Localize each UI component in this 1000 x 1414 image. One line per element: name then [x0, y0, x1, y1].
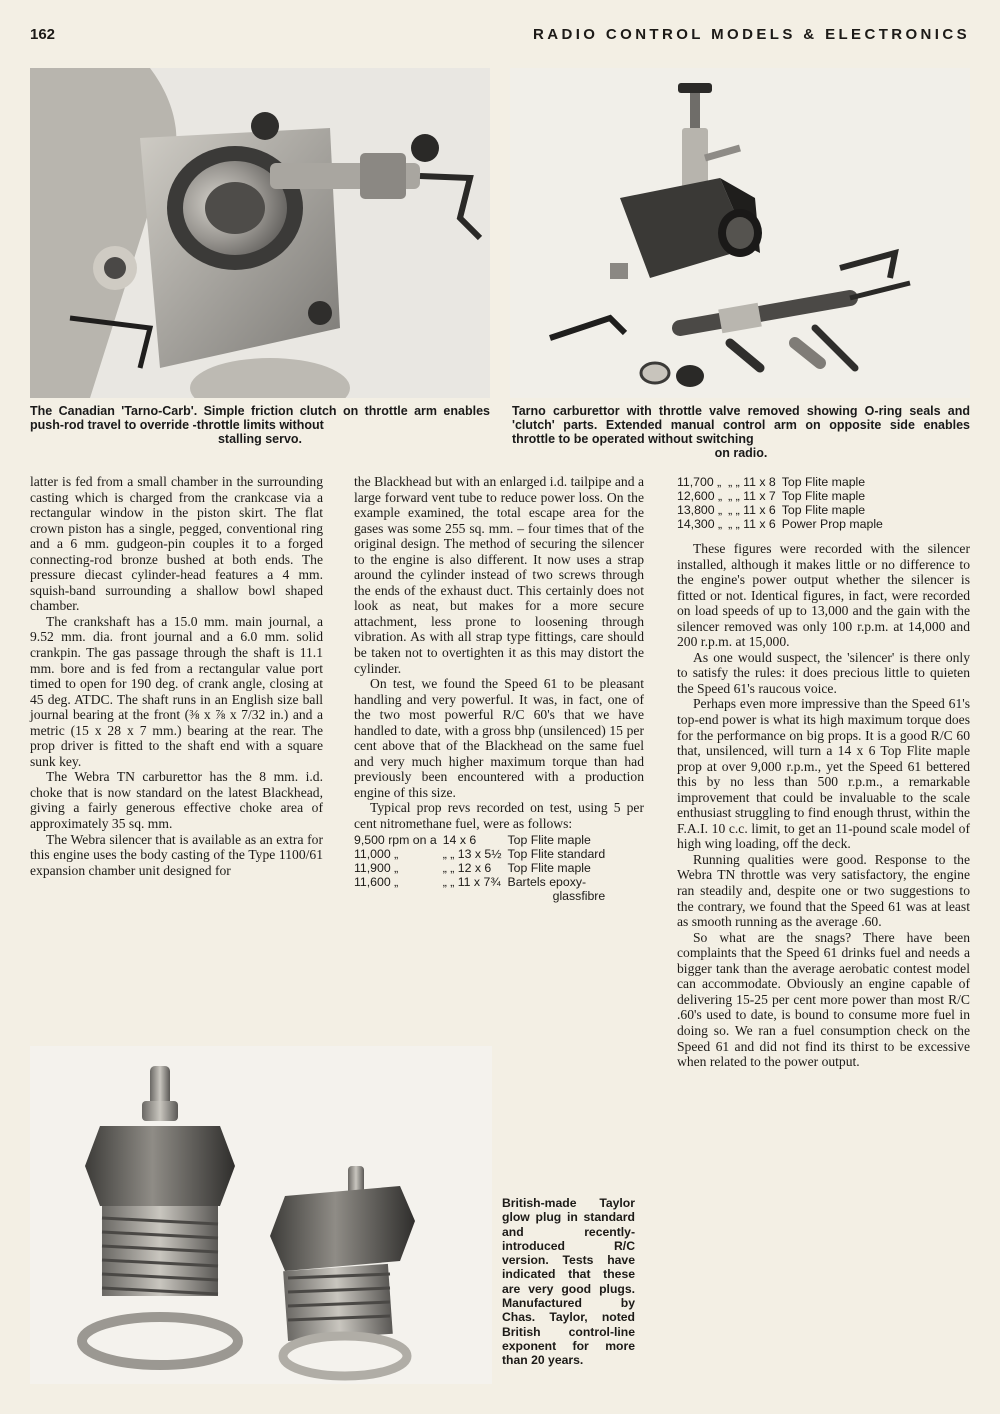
paragraph: The Webra TN carburettor has the 8 mm. i.d. choke that is now standard on the latest Blackhead, giving a fairly generous effective choke area of approximately 35 sq. mm. — [30, 769, 323, 832]
table-row — [354, 861, 605, 875]
fig1-caption-text: The Canadian 'Tarno-Carb'. Simple friction clutch on throttle arm enables push-rod travel to override -throttle limits without — [30, 404, 490, 432]
photo-taylor-glow-plugs — [30, 1046, 492, 1384]
prop-revs-table-continued — [677, 475, 883, 531]
table-cell-rpm: 11,000 „ — [354, 846, 399, 861]
fig2-caption — [512, 404, 970, 460]
table-cell-prop-name: glassfibre — [552, 888, 606, 903]
table-row — [354, 875, 605, 889]
paragraph: These figures were recorded with the silencer installed, although it makes little or no difference to the engine's power output whether the silencer is fitted or not. Identical figures, in fact, were recorded on load speeds of up to 13,000 and the gain with the silencer removed was only 100 r.p.m. at 14,000 and 200 r.p.m. at 15,000. — [677, 541, 970, 650]
table-cell-prop-size: „ „ 11 x 6 — [728, 503, 776, 517]
paragraph: Typical prop revs recorded on test, using 5 per cent nitromethane fuel, were as follows: — [354, 800, 644, 832]
running-title: RADIO CONTROL MODELS & ELECTRONICS — [533, 26, 970, 43]
table-row — [354, 833, 605, 847]
table-row — [677, 475, 883, 489]
fig1-caption — [30, 404, 490, 446]
prop-revs-table — [354, 833, 605, 903]
page-number: 162 — [30, 26, 56, 43]
table-cell-rpm — [354, 889, 443, 903]
fig2-caption-text: Tarno carburettor with throttle valve removed showing O-ring seals and 'clutch' parts. Extended manual control arm on opposite side enables throttle to be operated without switching — [512, 404, 970, 446]
paragraph: latter is fed from a small chamber in the surrounding casting which is charged from the crankcase via a rectangular window in the piston skirt. The flat crown piston has a single, pegged, conventional ring and a 6 mm. gudgeon-pin couples it to a forged connecting-rod bronze bushed at both ends. The pressure diecast cylinder-head features a 4 mm. squish-band surrounding a shallow bowl shaped chamber. — [30, 474, 323, 614]
table-cell-prop-name: Top Flite maple — [781, 489, 866, 503]
fig1-caption-last-line: stalling servo. — [217, 432, 303, 446]
table-cell-prop-name: Top Flite standard — [507, 846, 606, 861]
paragraph: As one would suspect, the 'silencer' is there only to satisfy the rules: it does precious little to quieten the Speed 61's raucous voice. — [677, 649, 970, 696]
paragraph: So what are the snags? There have been complaints that the Speed 61 drinks fuel and needs a bigger tank than the average aerobatic contest model can accommodate. Obviously an engine capable of delivering 15-25 per cent more power than most R/C .60's used to date, is bound to consume more fuel in doing so. We ran a fuel consumption check on the Speed 61 and did not find its thirst to be excessive when related to the power output. — [677, 929, 970, 1070]
table-cell-prop-size: „ „ 11 x 7 — [728, 489, 776, 503]
table-row — [677, 503, 883, 517]
table-row — [677, 517, 883, 531]
table-cell-prop-name: Top Flite maple — [507, 860, 591, 875]
table-cell-rpm: 9,500 rpm on a — [354, 832, 437, 847]
table-cell-rpm: 11,600 „ — [354, 874, 399, 889]
table-row — [354, 847, 605, 861]
paragraph: On test, we found the Speed 61 to be pleasant handling and very powerful. It was, in fact, one of the two most powerful R/C 60's that we have handled to date, with a gross bhp (unsilenced) 15 per cent above that of the Blackhead on the same fuel and very much higher maximum torque than had previously been encountered with a production engine of this size. — [354, 676, 644, 800]
table-cell-prop-size: „ „ 11 x 6 — [728, 517, 776, 531]
table-cell-prop-size: 14 x 6 — [442, 832, 477, 847]
table-row — [354, 889, 605, 903]
table-cell-prop-name: Bartels epoxy- — [507, 874, 587, 889]
table-cell-rpm: 13,800 „ — [677, 503, 723, 517]
column-3 — [677, 474, 970, 1070]
photo-tarno-carb-engine — [30, 68, 490, 398]
column-1 — [30, 474, 323, 878]
paragraph: The crankshaft has a 15.0 mm. main journal, a 9.52 mm. dia. front journal and a 6.0 mm. solid crankpin. The gas passage through the shaft is 11.1 mm. bore and is fed from a rectangular value port timed to open for 190 deg. of crank angle, closing at 45 deg. ATDC. The shaft runs in an English size ball journal bearing at the front (⅜ x ⅞ x 7/32 in.) and a metric (15 x 28 x 7 mm.) bearing at the rear. The prop driver is fitted to the shaft end with a square sunk key. — [30, 613, 323, 769]
table-row — [677, 489, 883, 503]
paragraph: the Blackhead but with an enlarged i.d. tailpipe and a large forward vent tube to reduce power loss. On the example examined, the total escape area for the gases was some 255 sq. mm. – four times that of the original design. The method of securing the silencer to the engine is also different. It now uses a strap around the cylinder instead of two screws through the ends of the exhaust duct. This certainly does not look as neat, but makes for a more secure attachment, less prone to loosening through vibration. As with all strap type fittings, care should be taken not to overtighten it as this may distort the cylinder. — [354, 474, 644, 676]
table-cell-prop-size — [443, 889, 508, 903]
page-header — [30, 26, 970, 50]
table-cell-rpm: 12,600 „ — [677, 489, 723, 503]
table-cell-prop-name: Top Flite maple — [507, 832, 591, 847]
paragraph: The Webra silencer that is available as an extra for this engine uses the body casting of the Type 1100/61 expansion chamber unit designed for — [30, 831, 323, 878]
paragraph: Running qualities were good. Response to the Webra TN throttle was very satisfactory, the engine ran steadily and, despite one or two suggestions to the contrary, we found that the Speed 61 was at least as smooth running as the average .60. — [677, 851, 970, 930]
table-cell-rpm: 11,700 „ — [677, 475, 722, 489]
fig3-caption: British-made Taylor glow plug in standard and recently-introduced R/C version. Tests have indicated that these are very good plugs. Manufactured by Chas. Taylor, noted British control-line exponent for more than 20 years. — [502, 1196, 635, 1368]
table-cell-prop-size: „ „ 11 x 7¾ — [442, 874, 501, 889]
table-cell-prop-name: Top Flite maple — [781, 475, 866, 489]
fig2-caption-last-line: on radio. — [714, 446, 768, 460]
table-cell-prop-size: „ „ 11 x 8 — [728, 475, 776, 489]
table-cell-prop-name: Top Flite maple — [781, 503, 866, 517]
column-2 — [354, 474, 644, 913]
table-cell-prop-size: „ „ 12 x 6 — [442, 860, 492, 875]
paragraph: Perhaps even more impressive than the Speed 61's top-end power is what its high maximum torque does for the performance on big props. It is a good R/C 60 that, unsilenced, will turn a 14 x 6 Top Flite maple prop at over 9,000 r.p.m., yet the Speed 61 bettered this by no less than 500 r.p.m., a remarkable improvement that could be invaluable to the scale enthusiast struggling to find enough thrust, within the F.A.I. 10 c.c. limit, to get an 11-pound scale model of high wing loading, off the deck. — [677, 696, 970, 852]
table-cell-rpm: 11,900 „ — [354, 860, 399, 875]
table-cell-prop-size: „ „ 13 x 5½ — [442, 846, 502, 861]
photo-tarno-carburettor-parts — [510, 68, 970, 398]
table-cell-rpm: 14,300 „ — [677, 517, 723, 531]
table-cell-prop-name: Power Prop maple — [781, 517, 883, 531]
